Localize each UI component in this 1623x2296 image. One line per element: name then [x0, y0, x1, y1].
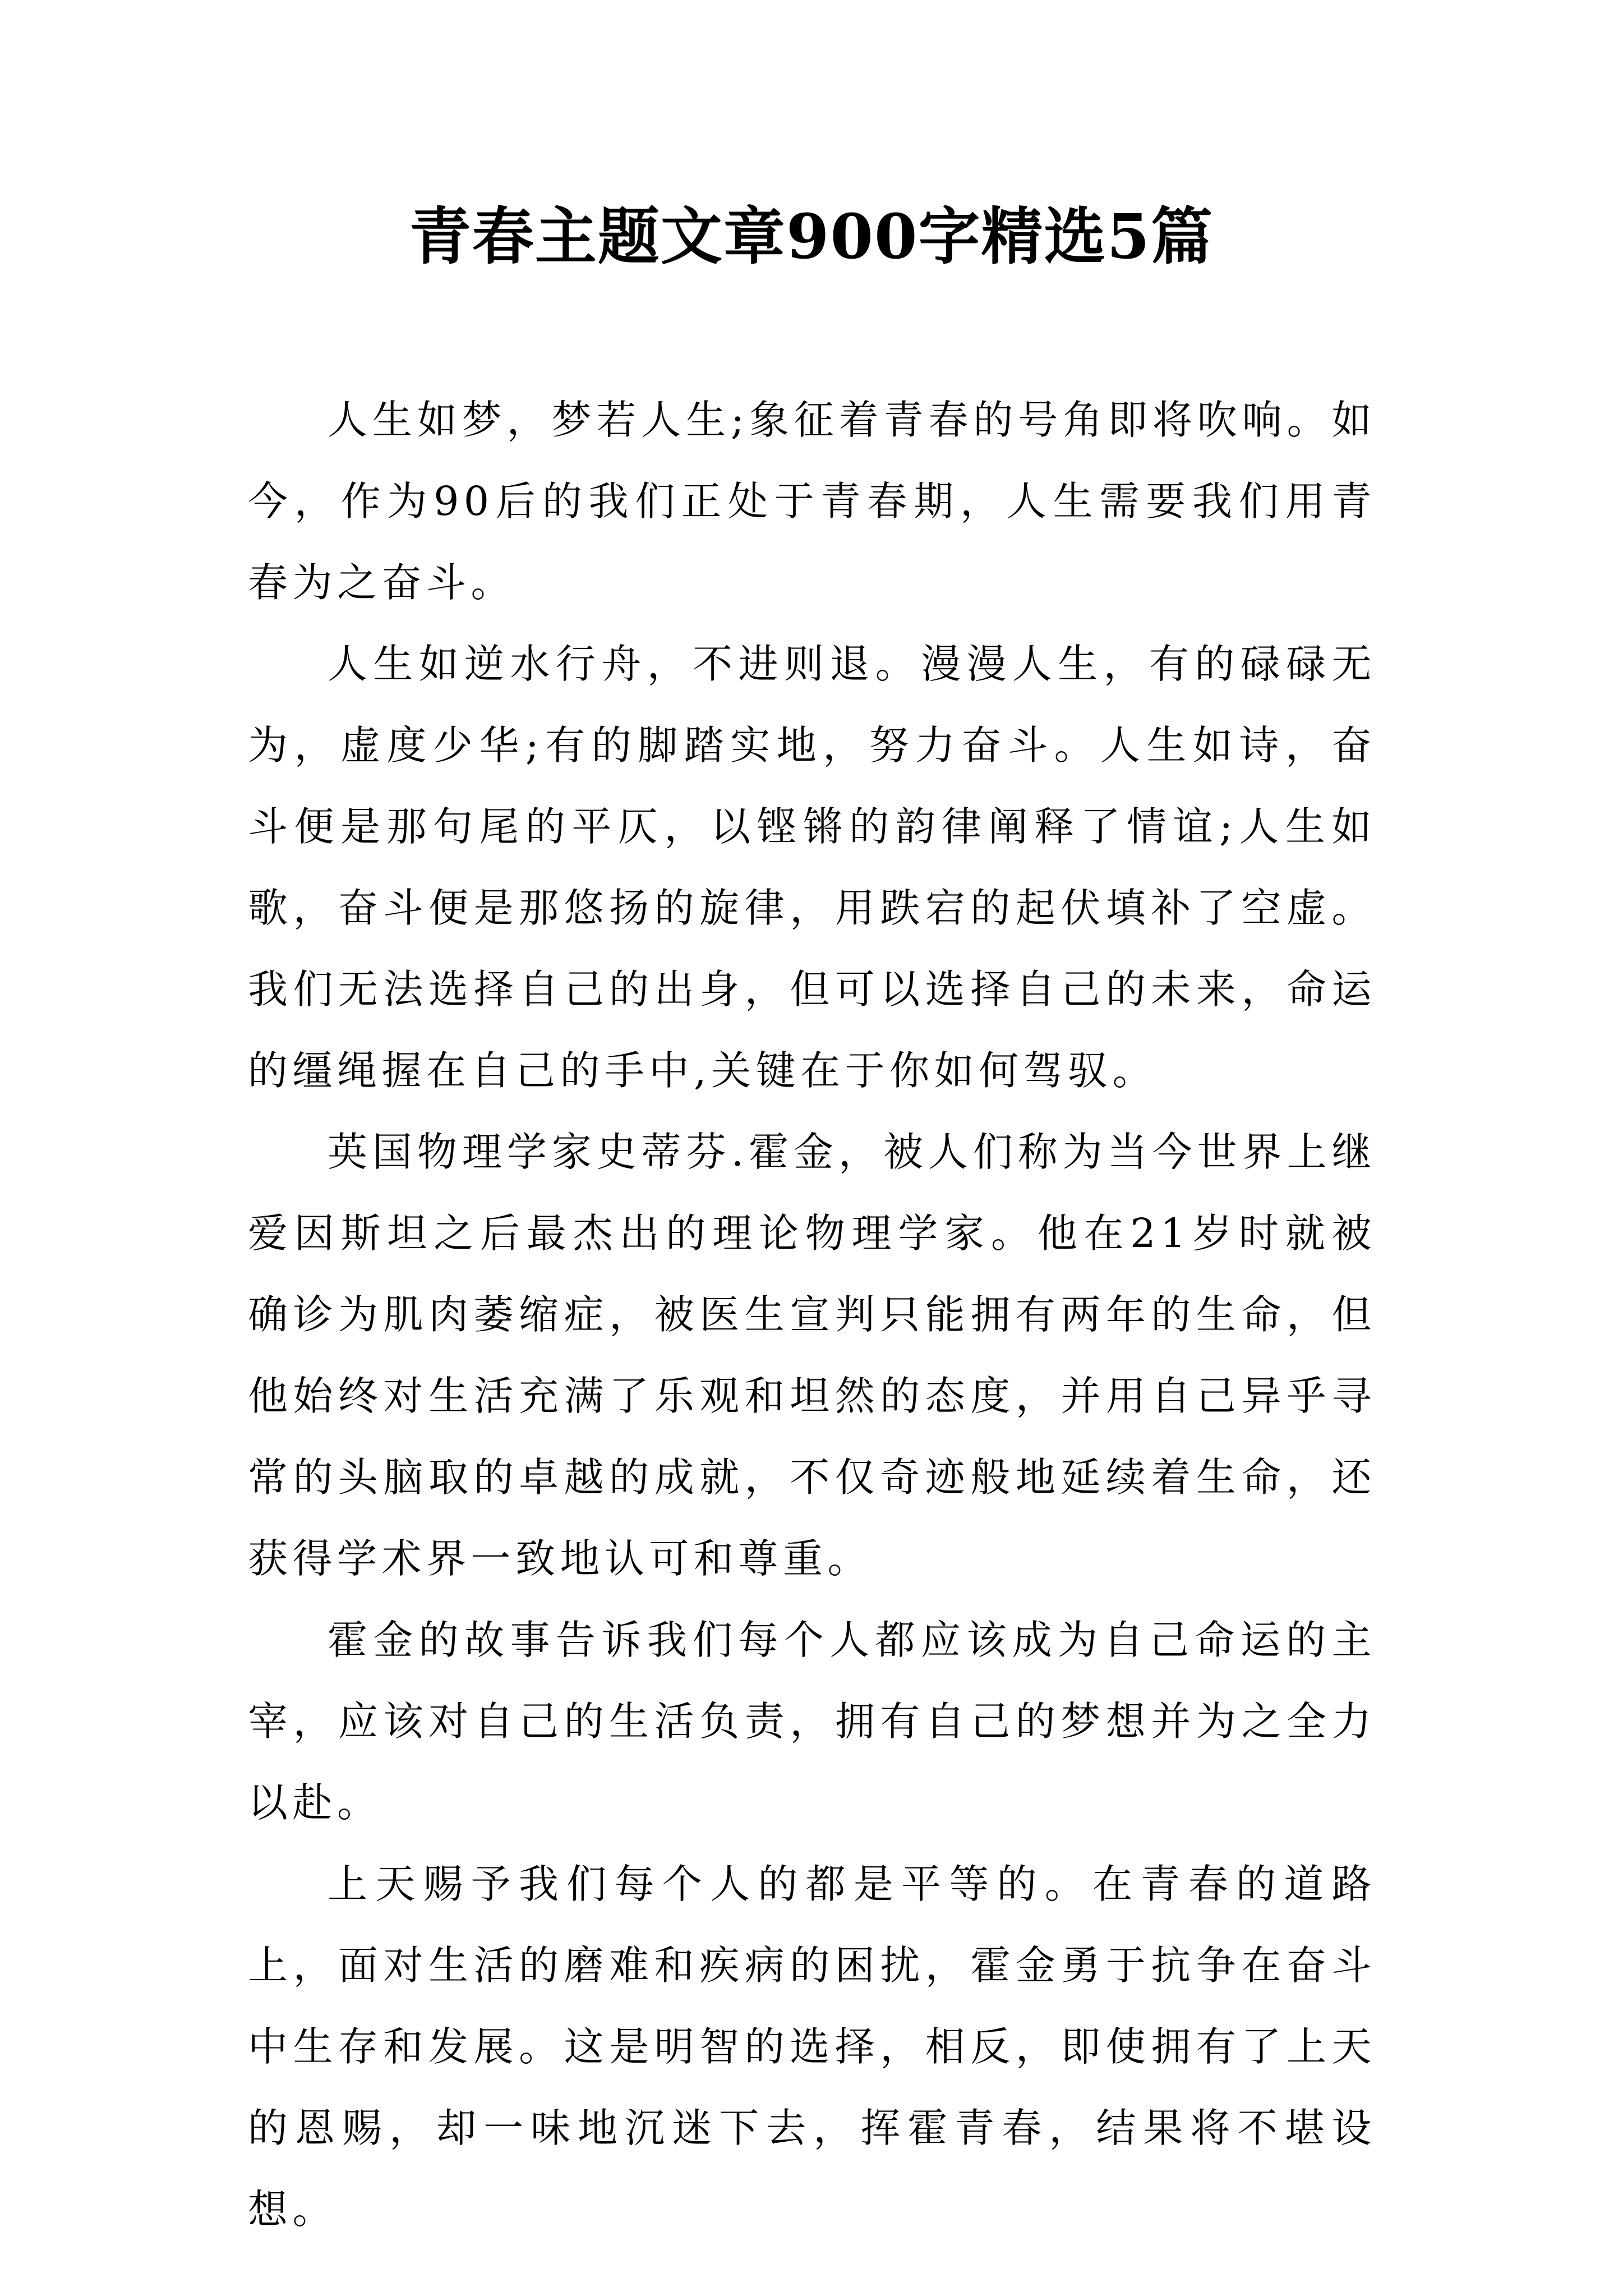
- paragraph-3: 英国物理学家史蒂芬.霍金，被人们称为当今世界上继爱因斯坦之后最杰出的理论物理学家。他在21岁时就被确诊为肌肉萎缩症，被医生宣判只能拥有两年的生命，但他始终对生活充满了乐观和坦然的态度，并用自己异乎寻常的头脑取的卓越的成就，不仅奇迹般地延续着生命，还获得学术界一致地认可和尊重。: [248, 1129, 1376, 1582]
- paragraph-2: 人生如逆水行舟，不进则退。漫漫人生，有的碌碌无为，虚度少华;有的脚踏实地，努力奋斗。人生如诗，奋斗便是那句尾的平仄，以铿锵的韵律阐释了情谊;人生如歌，奋斗便是那悠扬的旋律，用跌宕的起伏填补了空虚。我们无法选择自己的出身，但可以选择自己的未来，命运的缰绳握在自己的手中,关键在于你如何驾驭。: [248, 641, 1376, 1094]
- paragraph-1: 人生如梦，梦若人生;象征着青春的号角即将吹响。如今，作为90后的我们正处于青春期，人生需要我们用青春为之奋斗。: [248, 397, 1376, 606]
- paragraph-5: 上天赐予我们每个人的都是平等的。在青春的道路上，面对生活的磨难和疾病的困扰，霍金勇于抗争在奋斗中生存和发展。这是明智的选择，相反，即使拥有了上天的恩赐，却一味地沉迷下去，挥霍青春，结果将不堪设想。: [248, 1861, 1376, 2233]
- document-body: [248, 379, 1376, 2250]
- paragraph-4: 霍金的故事告诉我们每个人都应该成为自己命运的主宰，应该对自己的生活负责，拥有自己的梦想并为之全力以赴。: [248, 1617, 1376, 1826]
- document-title: 青春主题文章900字精选5篇: [409, 200, 1214, 273]
